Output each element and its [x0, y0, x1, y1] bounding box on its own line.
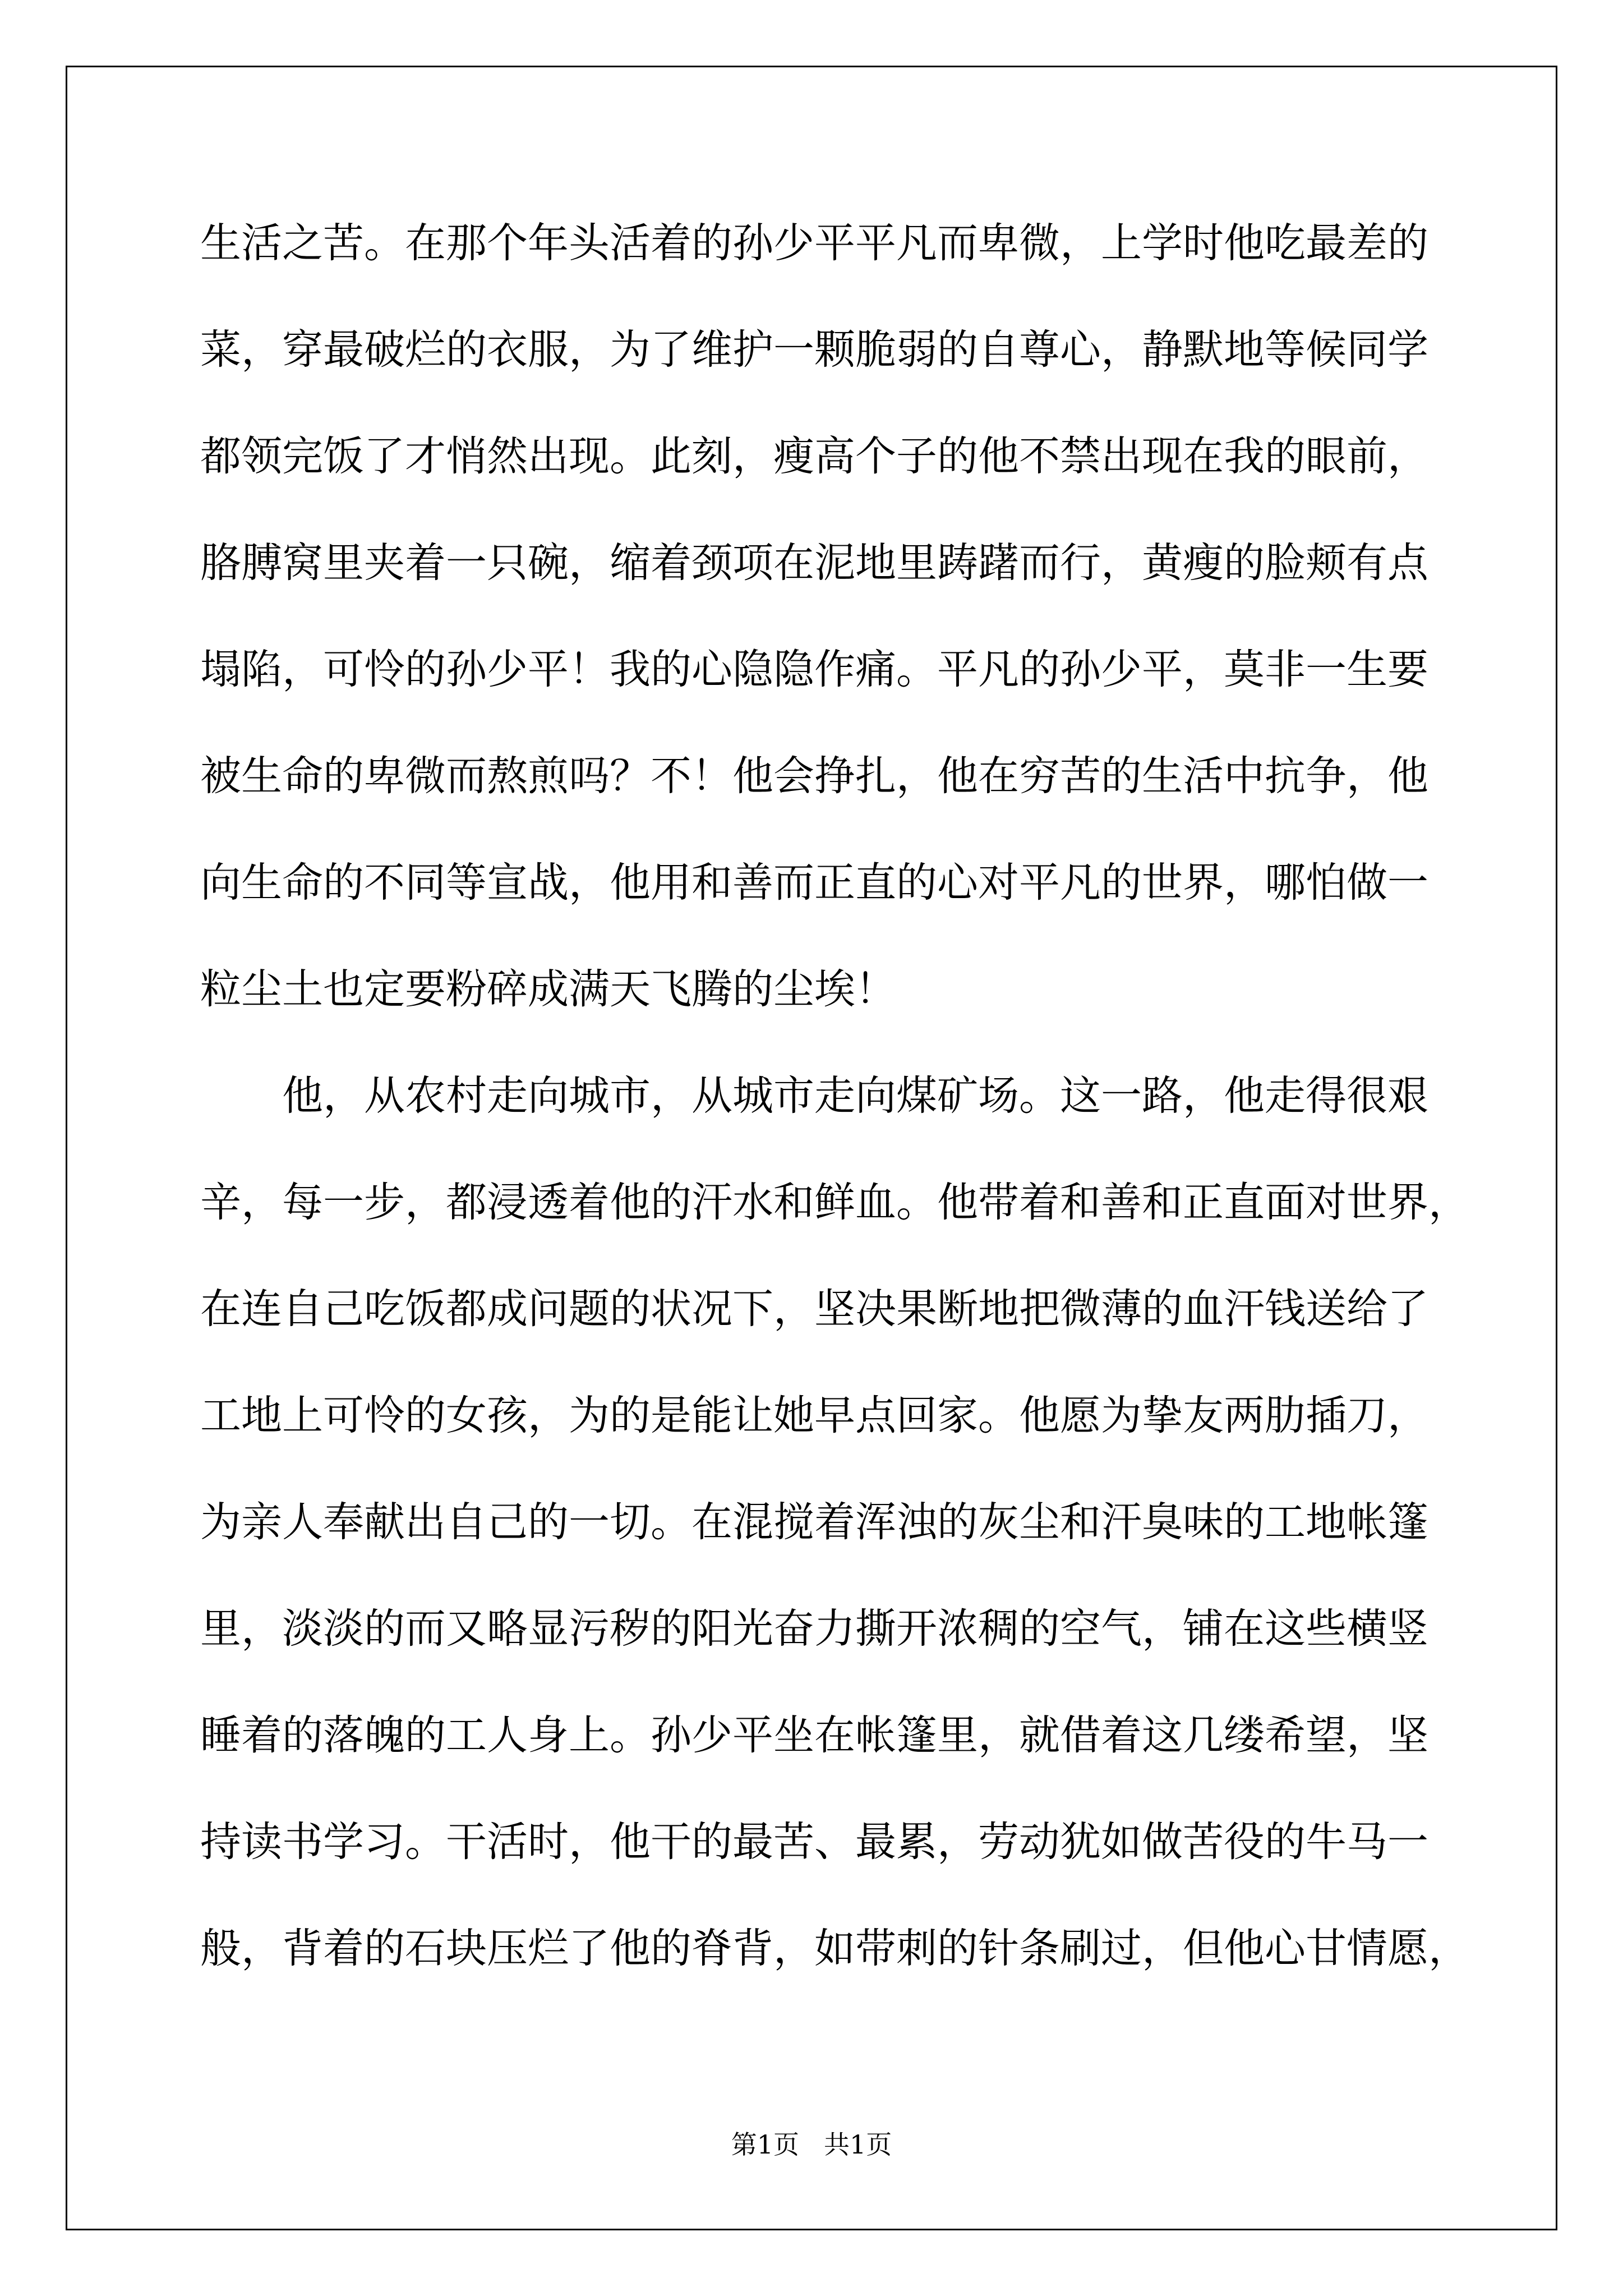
text-line: 持读书学习。干活时，他干的最苦、最累，劳动犹如做苦役的牛马一 [200, 1818, 1428, 1866]
text-line: 向生命的不同等宣战，他用和善而正直的心对平凡的世界，哪怕做一 [200, 859, 1428, 907]
text-line: 都领完饭了才悄然出现。此刻，瘦高个子的他不禁出现在我的眼前， [200, 432, 1428, 480]
footer-spacer [799, 2129, 824, 2160]
page-number: 第1页 [731, 2129, 800, 2160]
page-footer [0, 2129, 1623, 2160]
text-line: 菜，穿最破烂的衣服，为了维护一颗脆弱的自尊心，静默地等候同学 [200, 326, 1428, 374]
page-border [66, 66, 1557, 2230]
text-line: 塌陷，可怜的孙少平！我的心隐隐作痛。平凡的孙少平，莫非一生要 [200, 646, 1428, 693]
text-line: 粒尘土也定要粉碎成满天飞腾的尘埃！ [200, 965, 896, 1013]
text-line: 生活之苦。在那个年头活着的孙少平平凡而卑微，上学时他吃最差的 [200, 219, 1428, 267]
text-line: 胳膊窝里夹着一只碗，缩着颈项在泥地里踌躇而行，黄瘦的脸颊有点 [200, 539, 1428, 587]
text-line: 被生命的卑微而熬煎吗？不！他会挣扎，他在穷苦的生活中抗争，他 [200, 752, 1428, 800]
text-line: 般，背着的石块压烂了他的脊背，如带刺的针条刷过，但他心甘情愿， [200, 1925, 1469, 1972]
text-line: 睡着的落魄的工人身上。孙少平坐在帐篷里，就借着这几缕希望，坚 [200, 1711, 1428, 1759]
text-line: 辛，每一步，都浸透着他的汗水和鲜血。他带着和善和正直面对世界， [200, 1179, 1469, 1226]
text-line: 工地上可怜的女孩，为的是能让她早点回家。他愿为挚友两肋插刀， [200, 1392, 1428, 1439]
page-total: 共1页 [823, 2129, 892, 2160]
text-line: 里，淡淡的而又略显污秽的阳光奋力撕开浓稠的空气，铺在这些横竖 [200, 1605, 1428, 1653]
text-line: 他，从农村走向城市，从城市走向煤矿场。这一路，他走得很艰 [200, 1072, 1428, 1120]
text-line: 在连自己吃饭都成问题的状况下，坚决果断地把微薄的血汗钱送给了 [200, 1285, 1428, 1333]
text-line: 为亲人奉献出自己的一切。在混搅着浑浊的灰尘和汗臭味的工地帐篷 [200, 1498, 1428, 1546]
